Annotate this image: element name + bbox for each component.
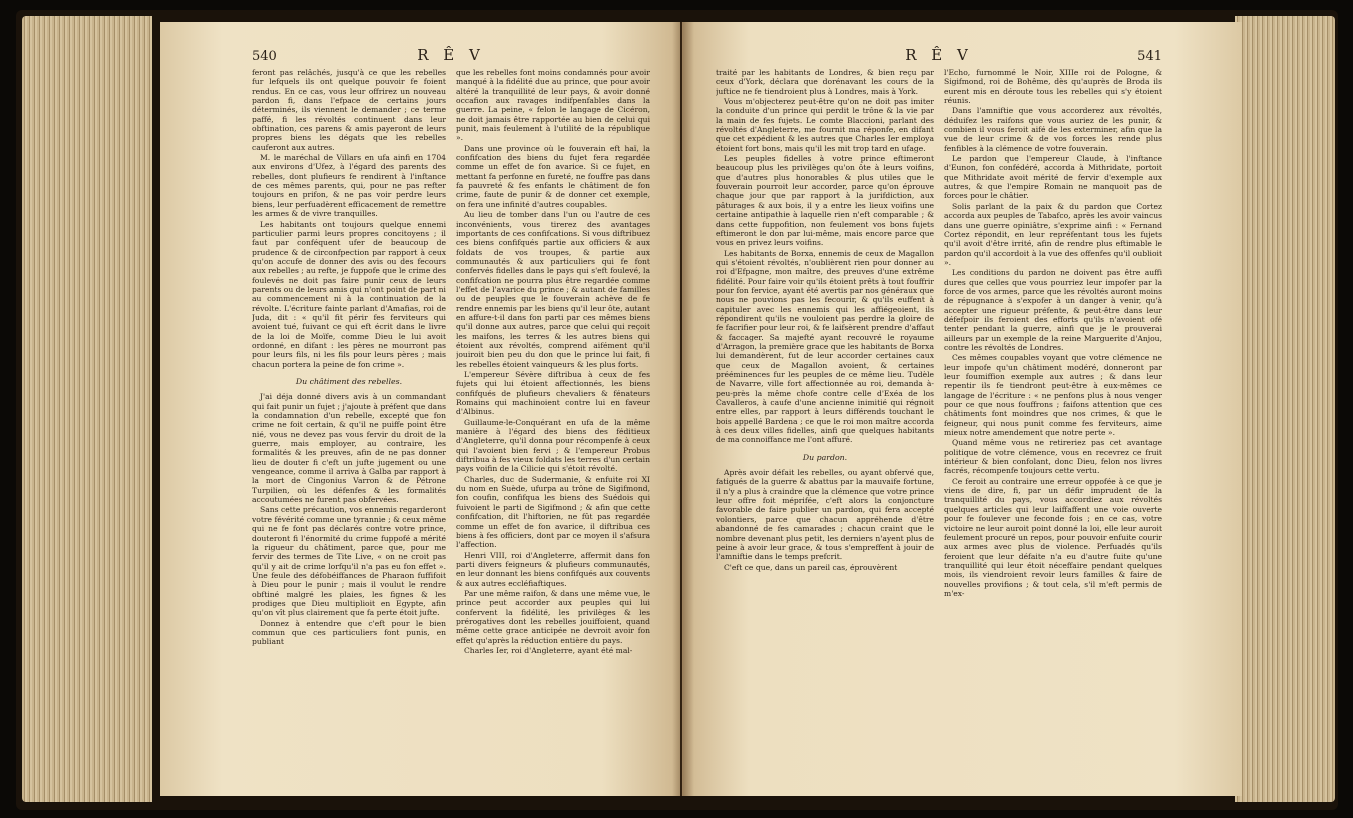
paragraph: Après avoir défait les rebelles, ou ayant obfervé que, fatigués de la guerre & abattus par la mauvaife fortune, il n'y a plus à craindre que la clémence que votre prince leur offre foit méprifée, c'eft alors la conjoncture favorable de faire publier un pardon, qui fera accepté volontiers, parce que chacun appréhende d'être abandonné de fes camarades ; chacun craint que le nombre devenant plus petit, les derniers n'ayent plus de peine à avoir leur grace, & tous s'empreffent à jouir de l'amniftie dans le temps prefcrit. [716, 468, 934, 562]
paragraph: Quand même vous ne retireriez pas cet avantage politique de votre clémence, vous en recevrez ce fruit intérieur & bien confolant, donc Dieu, felon nos livres facrés, récompenfe toujours cette vertu. [944, 438, 1162, 476]
paragraph: Henri VIII, roi d'Angleterre, affermit dans fon parti divers feigneurs & plufieurs communautés, en leur donnant les biens confifqués aux couvents & aux autres eccléfiaftiques. [456, 550, 650, 588]
paragraph: l'Echo, furnommé le Noir, XIIIe roi de Pologne, & Sigifmond, roi de Bohême, dès qu'auprès de Broda ils eurent mis en déroute tous les rebelles qui s'y étoient réunis. [944, 68, 1162, 106]
paragraph: Charles Ier, roi d'Angleterre, ayant été mal- [464, 645, 633, 655]
right-page-number: 541 [1137, 49, 1162, 64]
left-column-1 [252, 68, 446, 788]
paragraph: L'empereur Sévère diftribua à ceux de fes fujets qui lui étoient affectionnés, les biens confifqués de plufieurs chevaliers & fénateurs Romains qui machinoient contre lui en faveur d'Albinus. [456, 370, 650, 417]
paragraph: C'eft ce que, dans un pareil cas, éprouvèrent [724, 562, 898, 572]
left-page [160, 22, 680, 796]
left-column-2 [456, 68, 650, 788]
paragraph: traité par les habitants de Londres, & bien reçu par ceux d'York, déclara que dorénavant les cours de la juftice ne fe tiendroient plus à Londres, mais à York. [716, 68, 934, 96]
section-heading: Du pardon. [802, 452, 848, 462]
paragraph: que les rebelles font moins condamnés pour avoir manqué à la fidélité due au prince, que pour avoir altéré la tranquillité de leur pays, & avoir donné occafion aux ravages indifpenfables dans la guerre. La peine, « felon le langage de Cicéron, ne doit jamais être rapportée au bien de celui qui punit, mais feulement à l'utilité de la république ». [456, 68, 650, 143]
paragraph: Charles, duc de Sudermanie, & enfuite roi XI du nom en Suède, ufurpa au trône de Sigifmond, fon coufin, confifqua les biens des Suédois qui fuivoient le parti de Sigifmond ; & afin que cette confifcation, dit l'hiftorien, ne fût pas regardée comme un effet de fon avarice, il diftribua ces biens à fes officiers, dont par ce moyen il s'afsura l'affection. [456, 474, 650, 550]
left-running-title: R Ê V [417, 46, 485, 64]
page-edges-right [1235, 16, 1335, 802]
paragraph: Dans une province où le fouverain eft haï, la confifcation des biens du fujet fera regardée comme un effet de fon avarice. Si ce fujet, en mettant fa perfonne en fureté, ne fouffre pas dans fa pauvreté & fes enfants le châtiment de fon crime, faute de punir & de donner cet exemple, on fera une infinité d'autres coupables. [456, 143, 650, 209]
paragraph: Les habitants de Borxa, ennemis de ceux de Magallon qui s'étoient révoltés, n'oublièrent rien pour donner au roi d'Efpagne, mon maître, des preuves d'une extrême fidélité. Pour faire voir qu'ils étoient prêts à tout fouffrir pour fon fervice, ayant été avertis par nos généraux que nous ne pouvions pas les fecourir, & qu'ils euffent à capituler avec les ennemis qui les affiégeoient, ils répondirent qu'ils ne vouloient pas perdre la gloire de fe facrifier pour leur roi, & fe laifsèrent prendre d'affaut & faccager. Sa majefté ayant recouvré le royaume d'Arragon, la première grace que les habitants de Borxa lui demandèrent, fut de leur accorder certaines caux que ceux de Magallon avoient, & certaines prééminences fur les peuples de ce même lieu. Tudèle de Navarre, ville fort affectionnée au roi, demanda à-peu-près la même chofe contre celle d'Exéa de los Cavalleros, à caufe d'une ancienne inimitié qui régnoit entre elles, par rapport à leurs différends touchant le bois appellé Bardena ; ce que le roi mon maître accorda à ces deux villes fidelles, ainfi que quelques habitants de ma connoiffance me l'ont affuré. [716, 248, 934, 445]
right-column-2 [944, 68, 1162, 788]
paragraph: Donnez à entendre que c'eft pour le bien commun que ces particuliers font punis, en publiant [252, 618, 446, 647]
left-page-header [252, 46, 650, 64]
paragraph: M. le maréchal de Villars en ufa ainfi en 1704 aux environs d'Ufez, à l'égard des parents des rebelles, dont plufieurs fe rendirent à l'inftance de ces mêmes parents, qui, pour ne pas refter toujours en prifon, & ne pas voir perdre leurs biens, leur perfuadèrent efficacement de remettre les armes & de vivre tranquilles. [252, 153, 446, 219]
paragraph: Par une même raifon, & dans une même vue, le prince peut accorder aux peuples qui lui confervent la fidélité, les privilèges & les prérogatives dont les rebelles jouiffoient, quand même cette grace anticipée ne devroit avoir fon effet qu'après la réduction entière du pays. [456, 588, 650, 645]
paragraph: Les habitants ont toujours quelque ennemi particulier parmi leurs propres concitoyens ; il faut par conféquent ufer de beaucoup de prudence & de circonfpection par rapport à ceux qu'on accufe de donner des avis ou des fecours aux rebelles ; au refte, je fuppofe que le crime des foulevés ne doit pas faire punir ceux de leurs parents ou de leurs amis qui n'ont point de part ni au commencement ni à la continuation de la révolte. L'écriture fainte parlant d'Amafias, roi de Juda, dit : « qu'il fit périr fes ferviteurs qui avoient tué, fuivant ce qui eft écrit dans le livre de la loi de Moïfe, comme Dieu le lui avoit ordonné, en difant : les pères ne mourront pas pour leurs fils, ni les fils pour leurs pères ; mais chacun portera la peine de fon crime ». [252, 219, 446, 369]
left-columns [252, 68, 650, 788]
paragraph: Ces mêmes coupables voyant que votre clémence ne leur impofe qu'un châtiment modéré, donneront par leur foumiffion exemple aux autres ; & dans leur repentir ils fe tiendront peut-être à eux-mêmes ce langage de l'écriture : « ne penfons plus à nous venger pour ce que nous fouffrons ; faifons attention que ces châtiments font moindres que nos crimes, & que le feigneur, qui nous punit comme fes ferviteurs, aime mieux notre amendement que notre perte ». [944, 353, 1162, 438]
paragraph: Solis parlant de la paix & du pardon que Cortez accorda aux peuples de Tabafco, après les avoir vaincus dans une guerre opiniâtre, s'exprime ainfi : « Fernand Cortez répondit, en leur repréfentant tous les fujets qu'il avoit d'être irrité, afin de rendre plus eftimable le pardon qu'il accordoit à la vue des offenfes qu'il oublioit ». [944, 201, 1162, 267]
paragraph: J'ai déja donné divers avis à un commandant qui fait punir un fujet ; j'ajoute à préfent que dans la condamnation d'un rebelle, excepté que fon crime ne foit certain, & qu'il ne puiffe point être nié, vous ne devez pas vous fervir du droit de la guerre, mais employer, au contraire, les formalités & les preuves, afin de ne pas donner lieu de douter fi c'eft un jufte jugement ou une vengeance, comme il arriva à Galba par rapport à la mort de Cingonius Varron & de Pétrone Turpilien, où les défenfes & les formalités accoutumées ne furent pas obfervées. [252, 392, 446, 505]
paragraph: Sans cette précaution, vos ennemis regarderont votre févérité comme une tyrannie ; & ceux même qui ne fe font pas déclarés contre votre prince, douteront fi l'énormité du crime fuppofé a mérité la rigueur du châtiment, parce que, pour me fervir des termes de Tite Live, « on ne croit pas qu'il y ait de crime lorfqu'il n'a pas eu fon effet ». Une feule des défobéiffances de Pharaon fuffifoit à Dieu pour le punir ; mais il voulut le rendre obftiné malgré les plaies, les fignes & les prodiges que Dieu multiplioit en Egypte, afin qu'on vît plus clairement que fa perte étoit jufte. [252, 505, 446, 618]
paragraph: Ce feroit au contraire une erreur oppofée à ce que je viens de dire, fi, par un défir imprudent de la tranquillité du pays, vous accordiez aux révoltés quelques articles qui leur laiffaffent une voie ouverte pour fe foulever une feconde fois ; en ce cas, votre victoire ne leur auroit point donné la loi, elle leur auroit feulement procuré un repos, pour pouvoir enfuite courir aux armes avec plus de violence. Perfuadés qu'ils feroient que leur défaite n'a eu d'autre fuite qu'une tranquillité qui leur étoit néceffaire pendant quelques mois, ils viendroient revoir leurs familles & faire de nouvelles provifions ; & tout cela, s'il m'eft permis de m'ex- [944, 476, 1162, 598]
paragraph: Guillaume-le-Conquérant en ufa de la même manière à l'égard des biens des féditieux d'Angleterre, qu'il donna pour récompenfe à ceux qui l'avoient bien fervi ; & l'empereur Probus diftribua à fes vieux foldats les terres d'un certain pays voifin de la Cilicie qui s'étoit révolté. [456, 417, 650, 474]
paragraph: Les peuples fidelles à votre prince eftimeront beaucoup plus les privilèges qu'on ôte à leurs voifins, que d'autres plus honorables & plus utiles que le fouverain pourroit leur accorder, parce qu'on éprouve chaque jour que par rapport à la jurifdiction, aux pâturages & aux bois, il y a entre les lieux voifins une certaine antipathie à laquelle rien n'eft comparable ; & dans cette fuppofition, non feulement vos bons fujets eftimeront le don par lui-même, mais encore parce que vous en privez leurs voifins. [716, 154, 934, 248]
paragraph: Vous m'objecterez peut-être qu'on ne doit pas imiter la conduite d'un prince qui perdit le trône & la vie par la main de fes fujets. Le comte Blaccioni, parlant des révoltés d'Angleterre, me fournit ma réponfe, en difant que cet expédient & les autres que Charles Ier employa étoient fort bons, mais qu'il les mit trop tard en ufage. [716, 97, 934, 153]
right-page-header [716, 46, 1162, 64]
paragraph: feront pas relâchés, jusqu'à ce que les rebelles fur lefquels ils ont quelque pouvoir fe foient rendus. En ce cas, vous leur offrirez un nouveau pardon fi, dans l'efpace de certains jours déterminés, ils viennent le demander ; ce terme paffé, fi les révoltés continuent dans leur obftination, ces parens & amis payeront de leurs propres biens les dégats que les rebelles cauferont aux autres. [252, 68, 446, 152]
page-edges-left [22, 16, 152, 802]
left-page-number: 540 [252, 49, 277, 64]
paragraph: Dans l'amniftie que vous accorderez aux révoltés, déduifez les raifons que vous auriez de les punir, & combien il vous feroit aifé de les exterminer, afin que la vue de leur crime & de vos forces les rende plus fenfibles à la clémence de votre fouverain. [944, 106, 1162, 153]
right-page [682, 22, 1242, 796]
right-running-title: R Ê V [905, 46, 973, 64]
right-columns [716, 68, 1162, 788]
right-column-1 [716, 68, 934, 788]
paragraph: Le pardon que l'empereur Claude, à l'inftance d'Eunon, fon confédéré, accorda à Mithridate, portoit que Mithridate avoit mérité de fervir d'exemple aux autres, & que l'empire Romain ne manquoit pas de forces pour le châtier. [944, 154, 1162, 201]
paragraph: Les conditions du pardon ne doivent pas être auffi dures que celles que vous pourriez leur impofer par la force de vos armes, parce que les révoltés auront moins de répugnance à s'expofer à un danger à venir, qu'à accepter une rigueur préfente, & peut-être dans leur défefpoir ils feroient des efforts qu'ils n'avoient ofé tenter pendant la guerre, ainfi que je le prouverai ailleurs par un exemple de la reine Marguerite d'Anjou, contre les révoltés de Londres. [944, 268, 1162, 352]
paragraph: Au lieu de tomber dans l'un ou l'autre de ces inconvénients, vous tirerez des avantages importants de ces confifcations. Si vous diftribuez ces biens confifqués partie aux officiers & aux foldats de vos troupes, & partie aux communautés & aux particuliers qui fe font confervés fidelles dans le pays qui s'eft foulevé, la confifcation ne pourra plus être regardée comme l'effet de l'avarice du prince ; & autant de familles ou de peuples que le fouverain achève de fe rendre ennemis par les biens qu'il leur ôte, autant en affure-t-il dans fon parti par ces mêmes biens qu'il donne aux autres, parce que celui qui reçoit les maifons, les terres & les autres biens qui étoient aux révoltés, comprend aifément qu'il jouiroit bien peu du don que le prince lui fait, fi les rebelles étoient vainqueurs & les plus forts. [456, 210, 650, 369]
section-heading: Du châtiment des rebelles. [295, 377, 403, 386]
